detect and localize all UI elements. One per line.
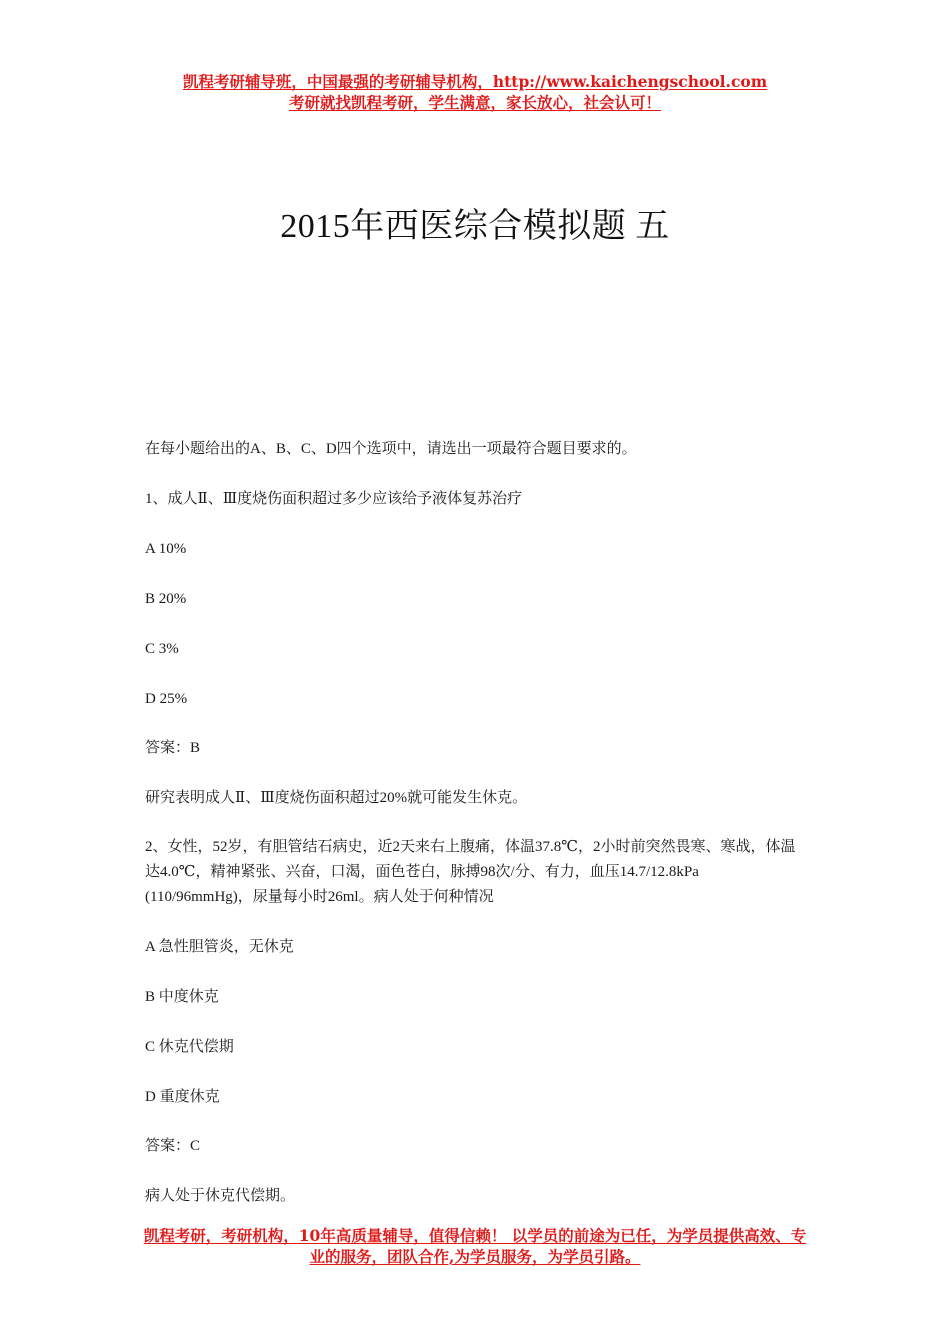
question-2-answer: 答案：C (145, 1138, 201, 1154)
question-2-explanation: 病人处于休克代偿期。 (145, 1188, 296, 1204)
question-1-option-b: B 20% (145, 591, 187, 607)
question-1-option-d: D 25% (145, 691, 188, 707)
question-1-option-c: C 3% (145, 641, 179, 657)
question-1-explanation: 研究表明成人Ⅱ、Ⅲ度烧伤面积超过20%就可能发生休克。 (145, 790, 528, 806)
header-website-link[interactable]: http://www.kaichengschool.com (492, 72, 768, 91)
header-banner-line2: 考研就找凯程考研，学生满意，家长放心，社会认可！ (288, 93, 661, 112)
question-1-stem: 1、成人Ⅱ、Ⅲ度烧伤面积超过多少应该给予液体复苏治疗 (145, 491, 523, 507)
header-banner-line1 (0, 70, 950, 92)
header-slogan: 凯程考研辅导班，中国最强的考研辅导机构， (182, 72, 493, 91)
footer-banner: 凯程考研，考研机构，10年高质量辅导，值得信赖！ 以学员的前途为已任，为学员提供高效、专业的服务，团队合作,为学员服务，为学员引路。 (143, 1226, 807, 1266)
question-2-option-c: C 休克代偿期 (145, 1039, 234, 1055)
page-title: 2015年西医综合模拟题 五 (280, 208, 670, 245)
question-1-answer: 答案：B (145, 740, 201, 756)
question-2-stem: 2、女性，52岁，有胆管结石病史，近2天来右上腹痛，体温37.8℃，2小时前突然畏寒、寒战，体温达4.0℃，精神紧张、兴奋，口渴，面色苍白，脉搏98次/分、有力，血压14.7/12.8kPa (110/96mmHg)，尿量每小时26ml。病人处于何种情况 (145, 839, 796, 905)
question-1-option-a: A 10% (145, 541, 187, 557)
instructions: 在每小题给出的A、B、C、D四个选项中，请选出一项最符合题目要求的。 (145, 441, 637, 457)
question-2-option-d: D 重度休克 (145, 1089, 220, 1105)
question-2-option-a: A 急性胆管炎，无休克 (145, 939, 294, 955)
question-2-option-b: B 中度休克 (145, 989, 219, 1005)
